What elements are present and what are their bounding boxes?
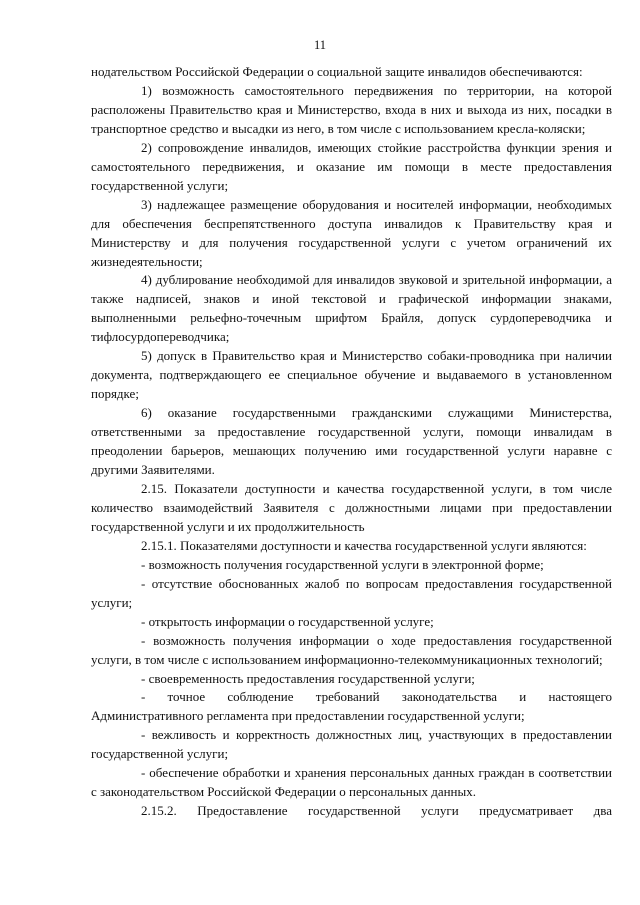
list-item-equipment: 3) надлежащее размещение оборудования и носителей информации, необходимых для обеспечения беспрепятственного доступа инвалидов к Правительству края и Министерству и для получения государственной услуги с учетом ограничений их жизнедеятельности; bbox=[91, 196, 612, 269]
indicator-progress-info: - возможность получения информации о ходе предоставления государственной услуги, в том числе с использованием информационно-телекоммуникационных технологий; bbox=[91, 632, 612, 667]
indicator-personal-data: - обеспечение обработки и хранения персональных данных граждан в соответствии с законодательством Российской Федерации о персональных данных. bbox=[91, 765, 612, 800]
subsection-2-15-1: 2.15.1. Показателями доступности и качества государственной услуги являются: bbox=[141, 537, 587, 553]
paragraph-continuation: нодательством Российской Федерации о социальной защите инвалидов обеспечиваются: bbox=[91, 64, 583, 79]
indicator-timeliness: - своевременность предоставления государственной услуги; bbox=[141, 670, 475, 686]
indicator-no-complaints: - отсутствие обоснованных жалоб по вопросам предоставления государственной услуги; bbox=[91, 575, 612, 610]
list-item-duplication: 4) дублирование необходимой для инвалидов звуковой и зрительной информации, а также надписей, знаков и иной текстовой и графической информации знаками, выполненными рельефно-точечным шрифтом Брайля, допуск сурдопереводчика и тифлосурдопереводчика; bbox=[91, 272, 612, 345]
indicator-compliance: - точное соблюдение требований законодательства и настоящего Административного регламента при предоставлении государственной услуги; bbox=[91, 689, 612, 724]
document-body bbox=[91, 63, 612, 821]
subsection-2-15-2: 2.15.2. Предоставление государственной услуги предусматривает два bbox=[141, 803, 612, 819]
list-item-assistance: 6) оказание государственными гражданскими служащими Министерства, ответственными за предоставление государственной услуги, помощи инвалидам в преодолении барьеров, мешающих получению ими государственной услуги наравне с другими Заявителями. bbox=[91, 405, 612, 478]
section-heading-2-15: 2.15. Показатели доступности и качества государственной услуги, в том числе количество взаимодействий Заявителя с должностными лицами при предоставлении государственной услуги и их продолжительность bbox=[91, 480, 612, 534]
indicator-openness: - открытость информации о государственной услуге; bbox=[141, 613, 434, 629]
list-item-movement: 1) возможность самостоятельного передвижения по территории, на которой расположены Правительство края и Министерство, входа в них и выхода из них, посадки в транспортное средство и высадки из него, в том числе с использованием кресла-коляски; bbox=[91, 82, 612, 136]
list-item-guide-dog: 5) допуск в Правительство края и Министерство собаки-проводника при наличии документа, подтверждающего ее специальное обучение и выдаваемого в установленном порядке; bbox=[91, 348, 612, 402]
list-item-escort: 2) сопровождение инвалидов, имеющих стойкие расстройства функции зрения и самостоятельного передвижения, и оказание им помощи в месте предоставления государственной услуги; bbox=[91, 139, 612, 193]
indicator-politeness: - вежливость и корректность должностных лиц, участвующих в предоставлении государственной услуги; bbox=[91, 727, 612, 762]
page-number: 11 bbox=[313, 38, 327, 52]
indicator-electronic-form: - возможность получения государственной услуги в электронной форме; bbox=[141, 556, 544, 572]
